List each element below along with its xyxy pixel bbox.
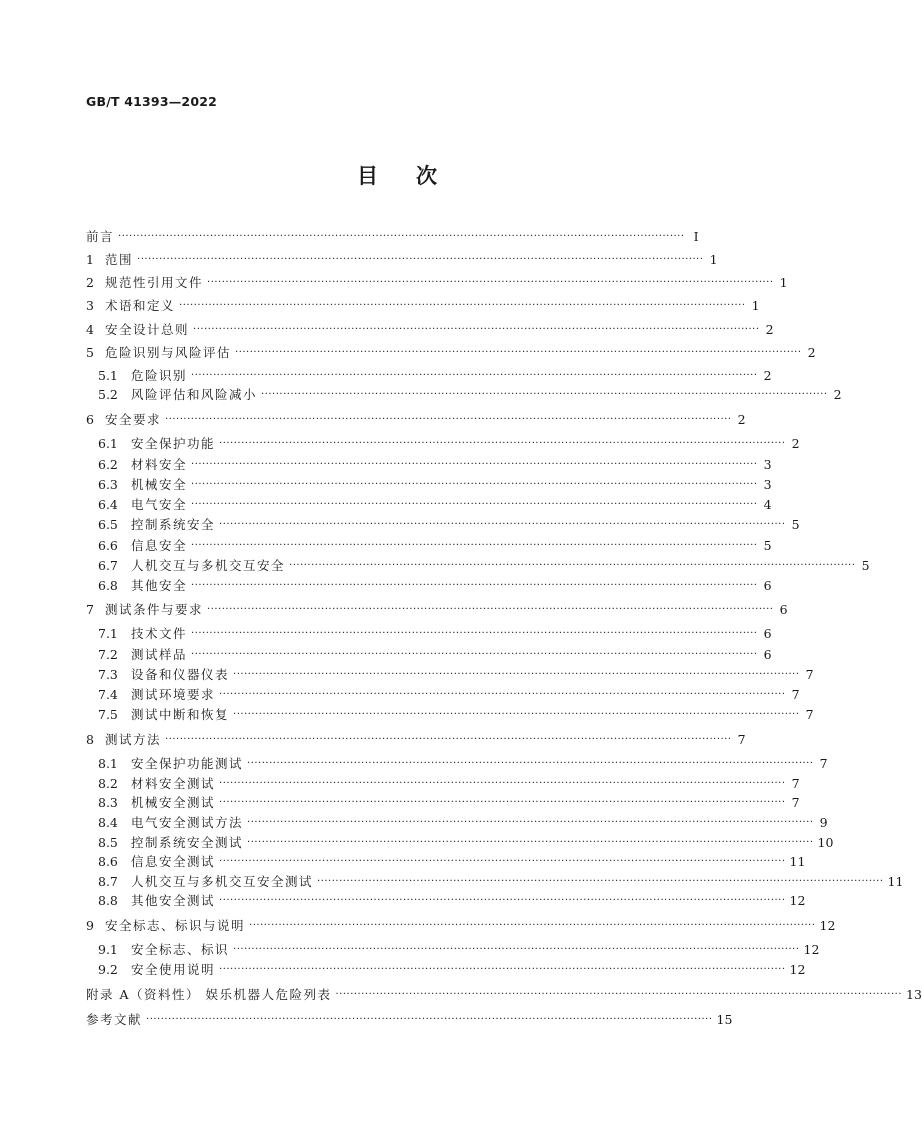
toc-entry-page-number: 12: [803, 942, 820, 957]
toc-entry-title: 控制系统安全测试: [131, 835, 244, 850]
toc-entry-page-number: 13: [906, 987, 922, 1002]
dot-leader: ··························································································································································: [165, 414, 732, 425]
toc-entry-title: 控制系统安全: [131, 517, 216, 532]
toc-entry-title: 信息安全测试: [131, 854, 216, 869]
toc-entry[interactable]: [98, 367, 772, 385]
toc-entry-page-number: 6: [779, 602, 788, 617]
dot-leader: ··························································································································································: [233, 944, 800, 955]
toc-entry-number: 5.2: [98, 387, 118, 402]
toc-entry[interactable]: [86, 601, 788, 619]
toc-entry-number: 8: [86, 732, 94, 747]
toc-entry-number: 5: [86, 345, 94, 360]
toc-entry-number: 7.1: [98, 626, 118, 641]
toc-entry-page-number: 1: [751, 298, 760, 313]
dot-leader: ··························································································································································: [247, 817, 814, 828]
dot-leader: ··························································································································································: [219, 856, 786, 867]
toc-entry-number: 9.1: [98, 942, 118, 957]
toc-entry-page-number: 15: [716, 1012, 733, 1027]
toc-entry-title: 电气安全测试方法: [131, 815, 244, 830]
toc-entry-page-number: 4: [763, 497, 772, 512]
toc-entry-page-number: 2: [833, 387, 842, 402]
toc-entry-title: 设备和仪器仪表: [131, 667, 230, 682]
toc-entry-number: 7: [86, 602, 94, 617]
toc-entry-number: 7.5: [98, 707, 118, 722]
toc-entry-number: 2: [86, 275, 94, 290]
toc-entry-title: 机械安全测试: [131, 795, 216, 810]
toc-entry[interactable]: [98, 775, 800, 793]
toc-entry[interactable]: [98, 892, 806, 910]
toc-entry-number: 7.2: [98, 647, 118, 662]
toc-entry-title: 测试中断和恢复: [131, 707, 230, 722]
toc-entry-page-number: 7: [805, 707, 814, 722]
toc-entry-number: 8.3: [98, 795, 118, 810]
dot-leader: ··························································································································································: [247, 837, 814, 848]
toc-entry[interactable]: [98, 941, 820, 959]
toc-entry-title: 安全使用说明: [131, 962, 216, 977]
toc-entry-number: 8.6: [98, 854, 118, 869]
dot-leader: ··························································································································································: [219, 519, 786, 530]
dot-leader: ··························································································································································: [261, 389, 828, 400]
toc-entry-title: 安全标志、标识: [131, 942, 230, 957]
toc-entry-page-number: 5: [861, 558, 870, 573]
toc-entry-page-number: 3: [763, 477, 772, 492]
toc-entry-title: 安全设计总则: [105, 322, 190, 337]
toc-entry[interactable]: [98, 386, 842, 404]
toc-entry-page-number: 11: [887, 874, 904, 889]
toc-entry-title: 安全要求: [105, 412, 162, 427]
toc-entry-title: 范围: [105, 252, 134, 267]
toc-entry-title: 测试样品: [131, 647, 188, 662]
dot-leader: ··························································································································································: [191, 580, 758, 591]
toc-entry[interactable]: [86, 297, 760, 315]
standard-code: GB/T 41393—2022: [86, 94, 218, 109]
toc-entry-number: 9.2: [98, 962, 118, 977]
toc-entry-number: 8.5: [98, 835, 118, 850]
toc-entry-page-number: 7: [791, 795, 800, 810]
toc-entry-number: 8.8: [98, 893, 118, 908]
toc-entry-page-number: 7: [819, 756, 828, 771]
dot-leader: ··························································································································································: [289, 560, 856, 571]
toc-entry[interactable]: [98, 646, 772, 664]
toc-entry-number: 6.4: [98, 497, 118, 512]
title-part-2: 次: [416, 164, 437, 188]
title-part-1: 目: [357, 164, 378, 188]
toc-entry-title: 规范性引用文件: [105, 275, 204, 290]
dot-leader: ··························································································································································: [335, 989, 903, 1000]
toc-entry-number: 8.1: [98, 756, 118, 771]
toc-entry-number: 6.5: [98, 517, 118, 532]
toc-entry-page-number: 2: [737, 412, 746, 427]
dot-leader: ··························································································································································: [219, 689, 786, 700]
dot-leader: ··························································································································································: [219, 797, 786, 808]
toc-entry-page-number: 7: [791, 776, 800, 791]
toc-entry-page-number: Ⅰ: [693, 229, 699, 244]
dot-leader: ··························································································································································: [191, 628, 758, 639]
dot-leader: ··························································································································································: [207, 604, 774, 615]
toc-entry-page-number: 2: [791, 436, 800, 451]
toc-entry-title: 技术文件: [131, 626, 188, 641]
dot-leader: ··························································································································································: [207, 277, 774, 288]
toc-entry-number: 6.7: [98, 558, 118, 573]
dot-leader: ··························································································································································: [193, 324, 760, 335]
toc-entry-number: 4: [86, 322, 94, 337]
toc-entry[interactable]: [86, 228, 698, 246]
toc-entry-page-number: 5: [763, 538, 772, 553]
dot-leader: ··························································································································································: [118, 231, 685, 242]
toc-entry[interactable]: [98, 496, 772, 514]
toc-entry-page-number: 10: [817, 835, 834, 850]
dot-leader: ··························································································································································: [219, 895, 786, 906]
dot-leader: ··························································································································································: [165, 734, 732, 745]
toc-entry[interactable]: [98, 577, 772, 595]
toc-entry-title: 其他安全测试: [131, 893, 216, 908]
toc-entry-page-number: 12: [819, 918, 836, 933]
dot-leader: ··························································································································································: [191, 370, 758, 381]
toc-entry[interactable]: [98, 666, 814, 684]
toc-entry[interactable]: [86, 731, 746, 749]
toc-entry-title: 附录 A（资料性） 娱乐机器人危险列表: [86, 987, 332, 1002]
toc-entry-number: 6.1: [98, 436, 118, 451]
toc-entry-title: 测试方法: [105, 732, 162, 747]
dot-leader: ··························································································································································: [233, 709, 800, 720]
toc-entry-number: 7.4: [98, 687, 118, 702]
toc-entry[interactable]: [98, 686, 800, 704]
toc-entry-page-number: 6: [763, 626, 772, 641]
toc-entry-page-number: 5: [791, 517, 800, 532]
dot-leader: ··························································································································································: [179, 300, 746, 311]
toc-entry-page-number: 9: [819, 815, 828, 830]
toc-entry[interactable]: [98, 834, 834, 852]
dot-leader: ··························································································································································: [146, 1014, 713, 1025]
toc-entry-number: 5.1: [98, 368, 118, 383]
dot-leader: ··························································································································································: [219, 964, 786, 975]
toc-entry-number: 3: [86, 298, 94, 313]
toc-entry[interactable]: [98, 755, 828, 773]
toc-entry-title: 安全保护功能测试: [131, 756, 244, 771]
dot-leader: ··························································································································································: [233, 669, 800, 680]
toc-entry[interactable]: [86, 321, 774, 339]
toc-entry-number: 1: [86, 252, 94, 267]
toc-entry[interactable]: [98, 706, 814, 724]
toc-entry-title: 信息安全: [131, 538, 188, 553]
toc-entry-title: 前言: [86, 229, 115, 244]
toc-entry-title: 电气安全: [131, 497, 188, 512]
toc-entry-title: 风险评估和风险减小: [131, 387, 258, 402]
toc-entry-number: 6.6: [98, 538, 118, 553]
toc-entry-page-number: 12: [789, 893, 806, 908]
toc-entry-page-number: 7: [805, 667, 814, 682]
dot-leader: ··························································································································································: [235, 347, 802, 358]
dot-leader: ··························································································································································: [191, 499, 758, 510]
toc-entry-page-number: 7: [791, 687, 800, 702]
toc-entry-title: 人机交互与多机交互安全测试: [131, 874, 314, 889]
toc-entry-title: 人机交互与多机交互安全: [131, 558, 286, 573]
toc-entry-number: 9: [86, 918, 94, 933]
dot-leader: ··························································································································································: [247, 758, 814, 769]
toc-entry[interactable]: [98, 625, 772, 643]
toc-entry[interactable]: [98, 537, 772, 555]
toc-entry[interactable]: [98, 961, 806, 979]
toc-entry[interactable]: [98, 476, 772, 494]
toc-entry-title: 危险识别与风险评估: [105, 345, 232, 360]
dot-leader: ··························································································································································: [137, 254, 704, 265]
toc-entry[interactable]: [86, 917, 836, 935]
toc-entry-number: 8.4: [98, 815, 118, 830]
toc-entry-title: 材料安全: [131, 457, 188, 472]
toc-entry-page-number: 12: [789, 962, 806, 977]
toc-entry-title: 术语和定义: [105, 298, 176, 313]
toc-entry-page-number: 2: [763, 368, 772, 383]
toc-entry-title: 危险识别: [131, 368, 188, 383]
toc-entry[interactable]: [98, 435, 800, 453]
toc-entry-page-number: 11: [789, 854, 806, 869]
toc-entry[interactable]: [98, 873, 904, 891]
dot-leader: ··························································································································································: [249, 920, 816, 931]
toc-entry-number: 6.2: [98, 457, 118, 472]
toc-entry[interactable]: [86, 251, 718, 269]
toc-entry[interactable]: [86, 1011, 733, 1029]
toc-entry-title: 材料安全测试: [131, 776, 216, 791]
toc-entry[interactable]: [98, 516, 800, 534]
dot-leader: ··························································································································································: [219, 438, 786, 449]
toc-entry-page-number: 2: [765, 322, 774, 337]
toc-entry-page-number: 7: [737, 732, 746, 747]
toc-entry-number: 8.2: [98, 776, 118, 791]
toc-entry[interactable]: [86, 274, 788, 292]
toc-entry-title: 安全保护功能: [131, 436, 216, 451]
toc-entry-page-number: 1: [709, 252, 718, 267]
toc-entry[interactable]: [86, 411, 746, 429]
toc-entry-number: 6.8: [98, 578, 118, 593]
dot-leader: ··························································································································································: [191, 540, 758, 551]
toc-entry-number: 6.3: [98, 477, 118, 492]
toc-entry[interactable]: [98, 814, 828, 832]
toc-entry-title: 其他安全: [131, 578, 188, 593]
toc-entry-page-number: 2: [807, 345, 816, 360]
dot-leader: ··························································································································································: [191, 649, 758, 660]
toc-entry-number: 8.7: [98, 874, 118, 889]
toc-entry[interactable]: [98, 794, 800, 812]
dot-leader: ··························································································································································: [317, 876, 884, 887]
toc-entry[interactable]: [98, 557, 870, 575]
toc-entry[interactable]: [86, 986, 922, 1004]
toc-entry-number: 7.3: [98, 667, 118, 682]
toc-entry-title: 测试环境要求: [131, 687, 216, 702]
toc-entry[interactable]: [98, 456, 772, 474]
toc-entry-page-number: 6: [763, 647, 772, 662]
dot-leader: ··························································································································································: [191, 459, 758, 470]
toc-entry-title: 安全标志、标识与说明: [105, 918, 246, 933]
toc-entry-number: 6: [86, 412, 94, 427]
dot-leader: ··························································································································································: [191, 479, 758, 490]
toc-entry-title: 测试条件与要求: [105, 602, 204, 617]
toc-entry-title: 机械安全: [131, 477, 188, 492]
toc-entry-page-number: 6: [763, 578, 772, 593]
toc-entry-title: 参考文献: [86, 1012, 143, 1027]
dot-leader: ··························································································································································: [219, 778, 786, 789]
toc-entry[interactable]: [98, 853, 806, 871]
toc-entry[interactable]: [86, 344, 816, 362]
toc-entry-page-number: 1: [779, 275, 788, 290]
toc-entry-page-number: 3: [763, 457, 772, 472]
